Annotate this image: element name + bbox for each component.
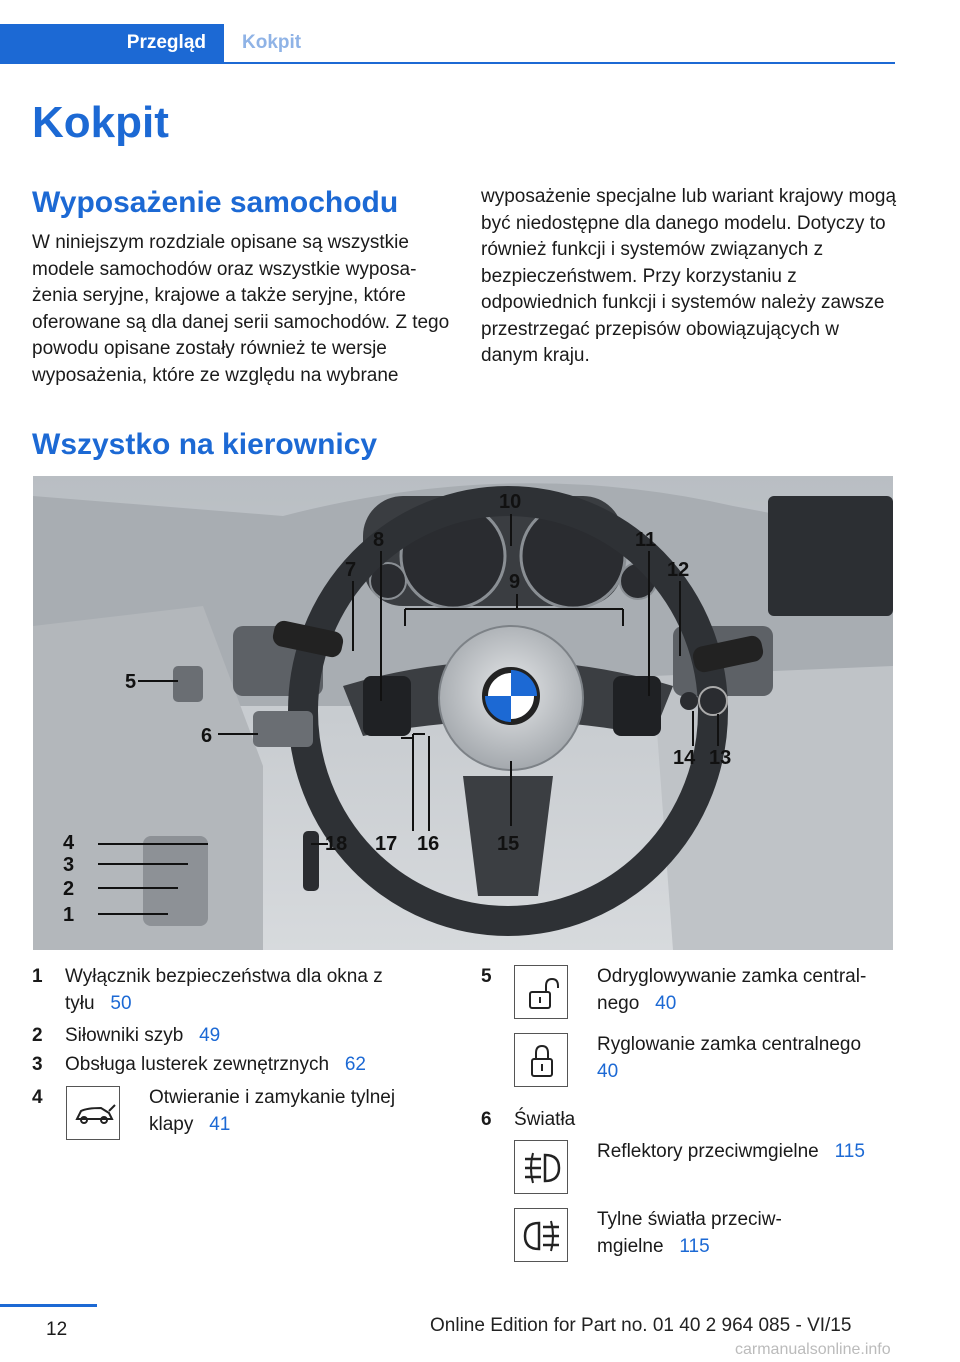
callout-4: 4 bbox=[63, 832, 75, 854]
callout-1: 1 bbox=[63, 904, 75, 926]
rear-fog-light-icon bbox=[514, 1208, 568, 1262]
right-wheel-buttons bbox=[613, 676, 661, 736]
callout-13: 13 bbox=[709, 747, 732, 769]
callout-3: 3 bbox=[63, 854, 75, 876]
callout-11: 11 bbox=[635, 529, 657, 551]
tab-kokpit[interactable]: Kokpit bbox=[242, 32, 302, 53]
callout-14: 14 bbox=[673, 747, 696, 769]
page-ref-41[interactable]: 41 bbox=[209, 1114, 231, 1135]
legend-num-3: 3 bbox=[32, 1054, 43, 1075]
callout-5: 5 bbox=[125, 671, 137, 693]
page-ref-49[interactable]: 49 bbox=[199, 1025, 221, 1046]
legend-item-4: Otwieranie i zamykanie tylnej klapy 41 bbox=[149, 1087, 396, 1135]
page-ref-40-lock[interactable]: 40 bbox=[597, 1061, 619, 1082]
legend-item-2: Siłowniki szyb 49 bbox=[65, 1025, 221, 1046]
legend-num-5: 5 bbox=[481, 966, 492, 987]
callout-15: 15 bbox=[497, 833, 520, 855]
legend-item-6a: Reflektory przeciwmgielne 115 bbox=[597, 1141, 865, 1162]
legend-num-2: 2 bbox=[32, 1025, 43, 1046]
legend-item-3: Obsługa lusterek zewnętrznych 62 bbox=[65, 1054, 366, 1075]
page-ref-62[interactable]: 62 bbox=[344, 1054, 366, 1075]
page-ref-115-rear[interactable]: 115 bbox=[679, 1236, 710, 1257]
section-heading-kierownica: Wszystko na kierownicy bbox=[32, 428, 378, 461]
tab-przeglad[interactable]: Przegląd bbox=[0, 24, 224, 62]
callout-17: 17 bbox=[375, 833, 398, 855]
start-stop-button bbox=[699, 687, 727, 715]
footer-edition: Online Edition for Part no. 01 40 2 964 085 - VI/15 bbox=[430, 1315, 852, 1336]
legend-item-1: Wyłącznik bezpieczeństwa dla okna z tyłu 50 bbox=[65, 966, 383, 1014]
page-ref-40-unlock[interactable]: 40 bbox=[655, 993, 677, 1014]
intro-paragraph-right: wyposażenie specjalne lub wariant krajowy mogą być niedostępne dla danego modelu. Dotyczy to również funkcji i systemów związanych z bezpieczeństwem. Przy korzystaniu z odpowiednich funkcji i systemów należy zawsze przestrzegać przepisów obowiązujących w danym kraju. bbox=[481, 186, 897, 366]
callout-16: 16 bbox=[417, 833, 440, 855]
unlock-icon bbox=[514, 965, 568, 1019]
watermark: carmanualsonline.info bbox=[735, 1341, 891, 1358]
callout-7: 7 bbox=[345, 559, 357, 581]
legend-item-5: Odryglowywanie zamka centralnego 40 bbox=[597, 966, 867, 1014]
callout-2: 2 bbox=[63, 878, 75, 900]
legend-item-6b: Tylne światła przeciwmgielne 115 bbox=[597, 1209, 782, 1257]
legend-item-6: Światła bbox=[514, 1109, 576, 1130]
legend-num-6: 6 bbox=[481, 1109, 492, 1130]
callout-18: 18 bbox=[325, 833, 348, 855]
page-ref-50[interactable]: 50 bbox=[110, 993, 132, 1014]
left-wheel-buttons bbox=[363, 676, 411, 736]
callout-9: 9 bbox=[509, 571, 521, 593]
auto-start-stop-button bbox=[680, 692, 698, 710]
bonnet-release bbox=[303, 831, 319, 891]
header-tabbar bbox=[0, 24, 895, 64]
callout-12: 12 bbox=[667, 559, 690, 581]
window-switch-panel bbox=[143, 836, 208, 926]
cockpit-drawing bbox=[33, 476, 893, 950]
footer-rule bbox=[0, 1304, 97, 1307]
page-ref-115-front[interactable]: 115 bbox=[834, 1141, 865, 1162]
tailgate-icon bbox=[66, 1086, 120, 1140]
callout-8: 8 bbox=[373, 529, 385, 551]
front-fog-light-icon bbox=[514, 1140, 568, 1194]
center-display bbox=[768, 496, 893, 616]
lock-switch bbox=[173, 666, 203, 702]
section-heading-wyposazenie: Wyposażenie samochodu bbox=[32, 186, 399, 219]
legend-num-4: 4 bbox=[32, 1087, 43, 1108]
page-number: 12 bbox=[46, 1319, 68, 1340]
lock-icon bbox=[514, 1033, 568, 1087]
intro-paragraph-left: W niniejszym rozdziale opisane są wszystkie modele samochodów oraz wszystkie wyposażenia seryjne, krajowe a także seryjne, które oferowane są dla danej serii samochodów. Z tego powodu opisane zostały również te wersje wyposażenia, które ze względu na wybrane bbox=[32, 232, 450, 386]
legend-item-5b: Ryglowanie zamka centralnego 40 bbox=[597, 1034, 862, 1082]
callout-6: 6 bbox=[201, 725, 213, 747]
callout-10: 10 bbox=[499, 491, 522, 513]
legend-num-1: 1 bbox=[32, 966, 43, 987]
page-title: Kokpit bbox=[32, 98, 169, 147]
light-switch bbox=[253, 711, 313, 747]
cockpit-illustration bbox=[33, 476, 893, 950]
